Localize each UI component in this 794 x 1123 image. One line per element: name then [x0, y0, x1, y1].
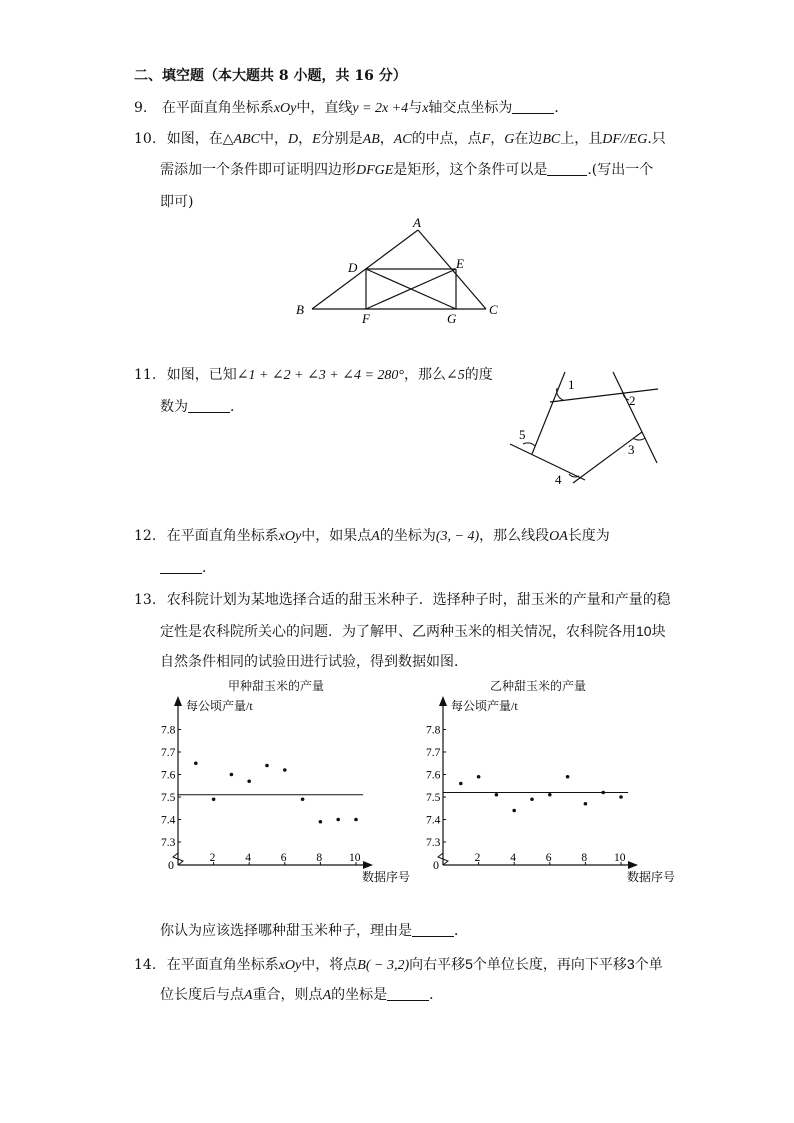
vertex-label: G [447, 311, 457, 326]
y-tick-label: 7.5 [426, 792, 441, 804]
q12-var: A [371, 529, 380, 544]
q10-var: BC [542, 132, 561, 147]
question-12-line-1 [134, 526, 610, 547]
x-tick-label: 4 [510, 852, 516, 864]
question-number: 12. [134, 528, 157, 544]
question-number: 9. [134, 100, 148, 116]
q14-text: 向右平移 [409, 957, 466, 973]
data-point [495, 793, 499, 797]
q10-var: DFGE [356, 163, 394, 178]
data-point [601, 791, 605, 795]
angle-label: 3 [628, 442, 635, 457]
side-1-2 [550, 389, 658, 402]
y-tick-label: 7.4 [161, 814, 176, 827]
q10-text: 上，且 [560, 131, 603, 147]
q10-var: ABC [233, 132, 260, 147]
question-13-line-3: 自然条件相同的试验田进行试验，得到数据如图． [160, 654, 468, 670]
question-number: 13. [134, 592, 157, 608]
q14-var: B [357, 958, 366, 973]
data-point [336, 818, 340, 822]
question-10-line-2 [160, 160, 653, 181]
q12-text: 中，如果点 [301, 528, 372, 544]
x-tick-label: 10 [614, 852, 626, 864]
data-point [230, 773, 234, 777]
answer-blank[interactable] [412, 922, 454, 937]
q9-text: 轴交点坐标为 [428, 100, 513, 116]
x-tick-label: 8 [316, 852, 323, 864]
q10-text: ， [298, 131, 313, 147]
q12-text: 长度为 [567, 528, 610, 544]
pentagon-figure [505, 362, 665, 497]
q10-var: G [504, 132, 515, 147]
q14-number: 3 [626, 956, 635, 972]
data-point [619, 795, 623, 799]
q10-text: 需添加一个条件即可证明四边形 [160, 162, 356, 178]
side-5-1 [532, 372, 565, 454]
question-number: 11. [134, 367, 157, 383]
answer-blank[interactable] [387, 986, 429, 1001]
q13-number: 10 [636, 623, 652, 639]
x-tick-label: 4 [245, 852, 251, 864]
angle-arc-5 [523, 443, 535, 446]
y-axis-arrow [174, 696, 182, 706]
y-tick-label: 7.7 [426, 747, 441, 759]
q10-text: .只 [647, 131, 666, 147]
q14-text: 在平面直角坐标系 [166, 957, 279, 973]
data-point [354, 818, 358, 822]
q14-var: xOy [278, 958, 302, 973]
q11-text: 的度 [464, 367, 493, 383]
vertex-label: A [413, 215, 421, 230]
q10-text: 中， [259, 131, 288, 147]
q10-text: ， [490, 131, 505, 147]
y-tick-label: 7.6 [426, 769, 441, 782]
side-2-3 [613, 372, 657, 463]
data-point [265, 764, 269, 768]
q14-text: 位长度后与点 [160, 987, 244, 1003]
q11-text: 如图，已知 [166, 367, 237, 383]
question-11-line-1 [134, 365, 493, 386]
q11-text: ，那么 [404, 367, 447, 383]
section-title: 二、填空题（本大题共 8 小题，共 16 分） [134, 68, 407, 84]
vertex-label: B [296, 302, 304, 317]
q10-var: AC [393, 132, 412, 147]
y-tick-label: 7.8 [426, 724, 441, 737]
answer-blank[interactable] [160, 559, 202, 574]
data-point [212, 797, 216, 801]
chart-2-title: 乙种甜玉米的产量 [490, 679, 587, 693]
angle-label: 5 [519, 427, 526, 442]
question-9: 9. 在平面直角坐标系xOy中，直线y = 2x +4与x轴交点坐标为 ． [134, 100, 569, 116]
question-10-line-3: 即可) [160, 194, 194, 210]
data-point [301, 797, 305, 801]
q13-text: 你认为应该选择哪种甜玉米种子，理由是 [160, 923, 412, 939]
x-axis-arrow [628, 861, 638, 869]
data-point [530, 797, 534, 801]
q13-text: 块 [651, 624, 666, 640]
q10-text: .(写出一个 [587, 162, 654, 178]
y-axis-label: 每公顷产量/t [451, 699, 518, 713]
y-axis-label: 每公顷产量/t [186, 699, 253, 713]
x-axis-label: 数据序号 [627, 870, 676, 884]
vertex-label: C [489, 302, 498, 317]
y-tick-label: 7.8 [161, 724, 176, 737]
q10-var: E [312, 132, 321, 147]
vertex-label: F [362, 311, 370, 326]
y-tick-label: 7.3 [161, 837, 176, 849]
q9-var: xOy [273, 101, 297, 116]
q10-var: AB [362, 132, 380, 147]
side-4-5 [510, 444, 585, 480]
vertex-label: D [348, 260, 358, 275]
q10-text: 在边 [514, 131, 543, 147]
q12-coord: (3, − 4) [435, 529, 480, 544]
data-point [512, 809, 516, 813]
y-axis-arrow [439, 696, 447, 706]
q10-var: DF//EG [602, 132, 648, 147]
q14-number: 5 [465, 956, 473, 972]
q10-var: D [287, 132, 299, 147]
q9-equation: y = 2x +4 [352, 101, 409, 116]
data-point [283, 768, 287, 772]
q10-text: 如图，在△ [166, 131, 234, 147]
q14-text: 的坐标是 [331, 987, 388, 1003]
x-axis-arrow [363, 861, 373, 869]
y-tick-label: 7.7 [161, 747, 176, 759]
data-point [477, 775, 481, 779]
vertex-label: E [456, 256, 464, 271]
data-point [584, 802, 588, 806]
q14-var: A [244, 988, 253, 1003]
x-tick-label: 8 [581, 852, 588, 864]
angle-label: 1 [568, 377, 575, 392]
q10-text: 分别是 [320, 131, 363, 147]
q13-text: 农科院计划为某地选择合适的甜玉米种子．选择种子时，甜玉米的产量和产量的稳 [166, 592, 671, 608]
chart-1 [160, 690, 420, 890]
y-tick-label: 7.4 [426, 814, 441, 827]
q14-text: 个单 [634, 957, 663, 973]
question-14-line-1 [134, 954, 663, 976]
x-tick-label: 2 [209, 852, 216, 864]
question-11-line-2: 数为 ． [160, 399, 244, 415]
y-tick-label: 7.3 [426, 837, 441, 849]
x-tick-label: 2 [474, 852, 481, 864]
angle-label: 2 [629, 393, 636, 408]
q12-text: ，那么线段 [479, 528, 550, 544]
x-tick-label: 6 [545, 852, 552, 864]
y-tick-label: 7.5 [161, 792, 176, 804]
chart-1-title: 甲种甜玉米的产量 [228, 679, 325, 693]
q14-text: 个单位长度，再向下平移 [472, 957, 627, 973]
q14-text: 重合，则点 [252, 987, 323, 1003]
q10-text: ， [379, 131, 394, 147]
q14-var: A [322, 988, 332, 1003]
q10-text: 是矩形，这个条件可以是 [393, 162, 548, 178]
q11-text: 数为 [160, 399, 188, 415]
data-point [194, 761, 198, 765]
data-point [319, 820, 323, 824]
x-tick-label: 10 [349, 852, 361, 864]
q9-text: 中，直线 [296, 100, 353, 116]
q14-coord: ( − 3,2) [365, 958, 410, 973]
q10-var: F [481, 132, 491, 147]
q9-text: 与 [408, 100, 423, 116]
question-number: 14. [134, 957, 157, 973]
question-13-line-4: 你认为应该选择哪种甜玉米种子，理由是 ． [160, 923, 468, 939]
q12-var: OA [549, 529, 568, 544]
data-point [459, 782, 463, 786]
question-14-line-2: 位长度后与点A重合，则点A的坐标是 ． [160, 987, 444, 1003]
triangle-figure [290, 214, 510, 326]
angle-label: 4 [555, 472, 562, 487]
q13-text: 定性是农科院所关心的问题．为了解甲、乙两种玉米的相关情况，农科院各用 [160, 624, 636, 640]
answer-blank[interactable] [188, 398, 230, 413]
angle-arc-3 [633, 438, 645, 440]
answer-blank[interactable] [547, 161, 587, 176]
q12-text: 的坐标为 [379, 528, 436, 544]
q9-var: x [422, 101, 429, 116]
q12-text: 在平面直角坐标系 [166, 528, 279, 544]
question-13-line-1 [134, 590, 671, 610]
question-10-line-1 [134, 129, 666, 150]
question-number: 10. [134, 131, 157, 147]
q11-angles: ∠1 + ∠2 + ∠3 + ∠4 = 280° [236, 368, 405, 383]
origin-label: 0 [433, 858, 439, 872]
answer-blank[interactable] [512, 99, 554, 114]
data-point [548, 793, 552, 797]
side-3-4 [573, 432, 642, 483]
question-12-line-2: ． [160, 558, 216, 578]
data-point [566, 775, 570, 779]
question-13-line-2 [160, 621, 666, 642]
q12-var: xOy [278, 529, 302, 544]
origin-label: 0 [168, 858, 174, 872]
q14-text: 中，将点 [301, 957, 358, 973]
x-axis-label: 数据序号 [362, 870, 411, 884]
data-point [247, 779, 251, 783]
q11-var: ∠5 [446, 368, 465, 383]
q10-text: 的中点，点 [411, 131, 482, 147]
y-tick-label: 7.6 [161, 769, 176, 782]
chart-2 [425, 690, 695, 890]
x-tick-label: 6 [280, 852, 287, 864]
q9-text: 在平面直角坐标系 [161, 100, 274, 116]
